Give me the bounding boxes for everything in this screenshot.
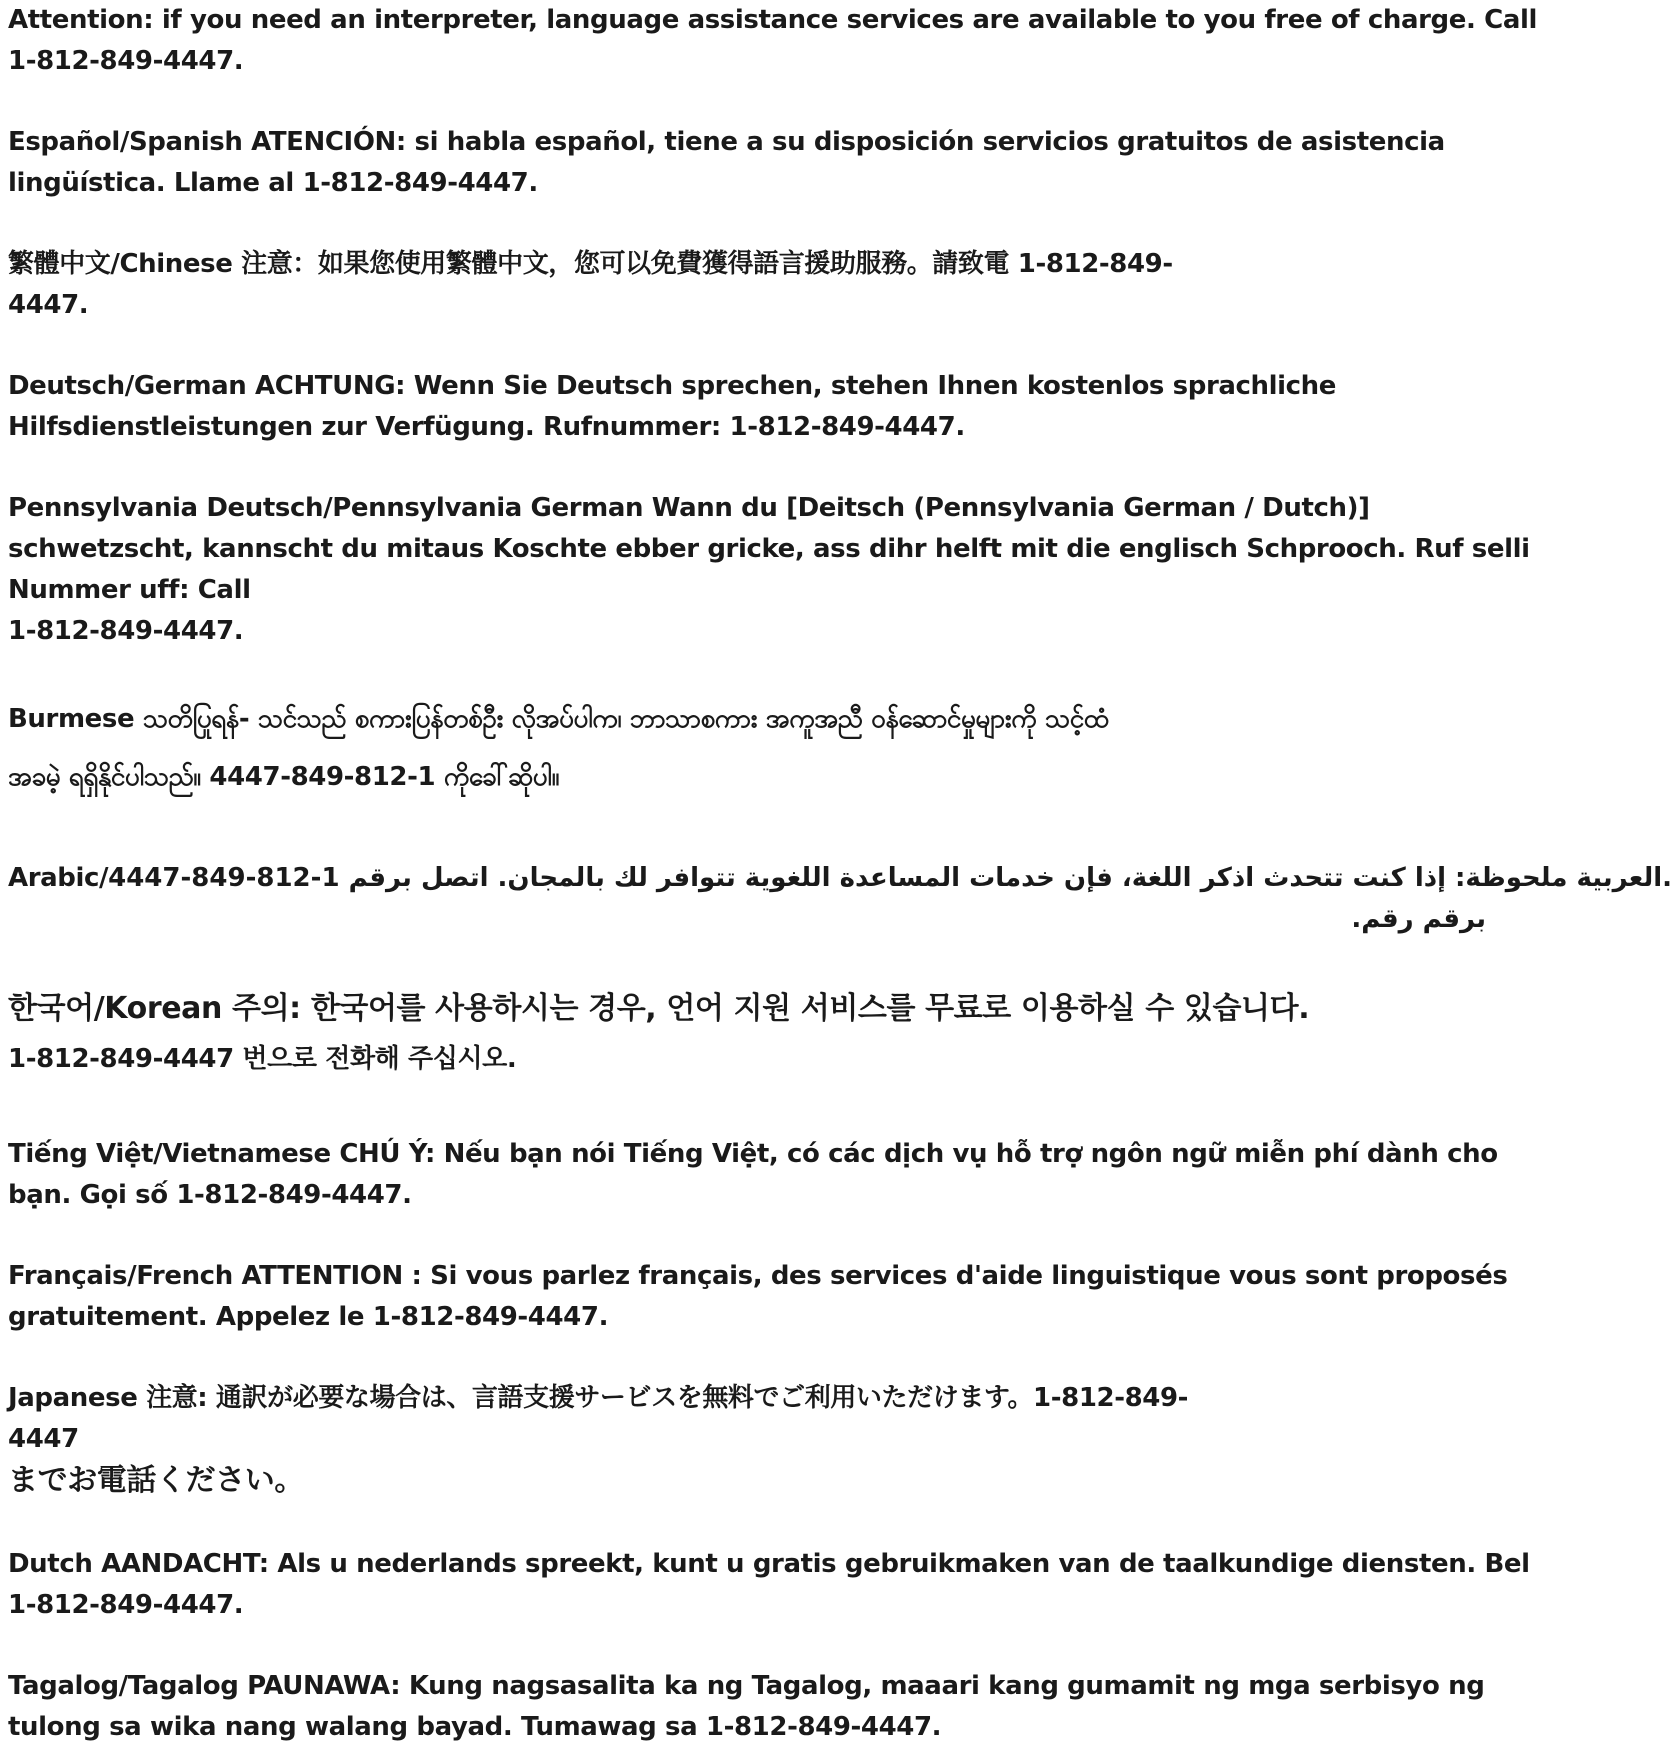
notice-line: Deutsch/German ACHTUNG: Wenn Sie Deutsch sprechen, stehen Ihnen kostenlos sprachliche: [8, 371, 1337, 401]
notice-tagalog: [8, 1666, 1486, 1748]
notice-chinese: [8, 244, 1486, 326]
notice-dutch: [8, 1544, 1530, 1626]
notice-line: 한국어/Korean 주의: 한국어를 사용하시는 경우, 언어 지원 서비스를 무료로 이용하실 수 있습니다.: [8, 991, 1310, 1026]
notice-line: schwetzscht, kannscht du mitaus Koschte ebber gricke, ass dihr helft mit die englisch Schprooch. Ruf selli: [8, 534, 1530, 564]
notice-line: Tagalog/Tagalog PAUNAWA: Kung nagsasalita ka ng Tagalog, maaari kang gumamit ng mga serbisyo ng: [8, 1671, 1485, 1701]
notice-line: gratuitement. Appelez le 1-812-849-4447.: [8, 1302, 609, 1332]
notice-line: Japanese 注意: 通訳が必要な場合は、言語支援サービスを無料でご利用いただけます。1-812-849-: [8, 1383, 1189, 1413]
notice-line: Dutch AANDACHT: Als u nederlands spreekt, kunt u gratis gebruikmaken van de taalkundige diensten. Bel: [8, 1549, 1530, 1579]
notice-line: Español/Spanish ATENCIÓN: si habla español, tiene a su disposición servicios gratuitos de asistencia: [8, 127, 1445, 157]
notice-line: برقم رقم.: [1351, 904, 1486, 934]
notice-spanish: [8, 122, 1486, 204]
notice-german: [8, 366, 1486, 448]
notice-pennsylvania-german: [8, 488, 1530, 652]
notice-line: までお電話ください。: [8, 1463, 304, 1498]
notice-line: 繁體中文/Chinese 注意：如果您使用繁體中文，您可以免費獲得語言援助服務。請致電 1-812-849-: [8, 249, 1173, 279]
notice-french: [8, 1256, 1508, 1338]
notice-vietnamese: [8, 1134, 1498, 1216]
notice-line: bạn. Gọi số 1-812-849-4447.: [8, 1180, 412, 1210]
notice-line: 4447.: [8, 290, 89, 320]
notice-line: Attention: if you need an interpreter, language assistance services are available to you free of charge. Call: [8, 5, 1537, 35]
notice-arabic: [8, 858, 1672, 940]
notice-line: tulong sa wika nang walang bayad. Tumawag sa 1-812-849-4447.: [8, 1712, 942, 1742]
notice-line: 1-812-849-4447.: [8, 1590, 244, 1620]
notice-line: 1-812-849-4447.: [8, 616, 244, 646]
notice-line: အခမဲ့ ရရှိနိုင်ပါသည်။ 4447-849-812-1 ကိုခေါ်ဆိုပါ။: [8, 762, 560, 792]
notice-english: [8, 0, 1537, 82]
notice-line: 1-812-849-4447.: [8, 46, 244, 76]
notice-line: Nummer uff: Call: [8, 575, 251, 605]
notice-line: Tiếng Việt/Vietnamese CHÚ Ý: Nếu bạn nói Tiếng Việt, có các dịch vụ hỗ trợ ngôn ngữ miễn phí dành cho: [8, 1139, 1498, 1169]
notice-burmese: [8, 690, 1486, 806]
notice-line: Arabic/العربية ملحوظة: إذا كنت تتحدث اذكر اللغة، فإن خدمات المساعدة اللغوية تتوافر لك بالمجان. اتصل برقم 1-812-849-4447.: [8, 863, 1672, 893]
notice-korean: [8, 988, 1486, 1080]
notice-line: 1-812-849-4447 번으로 전화해 주십시오.: [8, 1044, 517, 1074]
notice-line: Burmese သတိပြုရန်- သင်သည် စကားပြန်တစ်ဦး လိုအပ်ပါက၊ ဘာသာစကား အကူအညီ ဝန်ဆောင်မှုများကို သင့်ထံ: [8, 704, 1109, 734]
notice-line: 4447: [8, 1424, 79, 1454]
notice-line: Hilfsdienstleistungen zur Verfügung. Rufnummer: 1-812-849-4447.: [8, 412, 965, 442]
notice-line: Pennsylvania Deutsch/Pennsylvania German Wann du [Deitsch (Pennsylvania German / Dutch)]: [8, 493, 1370, 523]
notice-japanese: [8, 1378, 1486, 1501]
notice-line: lingüística. Llame al 1-812-849-4447.: [8, 168, 538, 198]
notice-line: Français/French ATTENTION : Si vous parlez français, des services d'aide linguistique vous sont proposés: [8, 1261, 1508, 1291]
